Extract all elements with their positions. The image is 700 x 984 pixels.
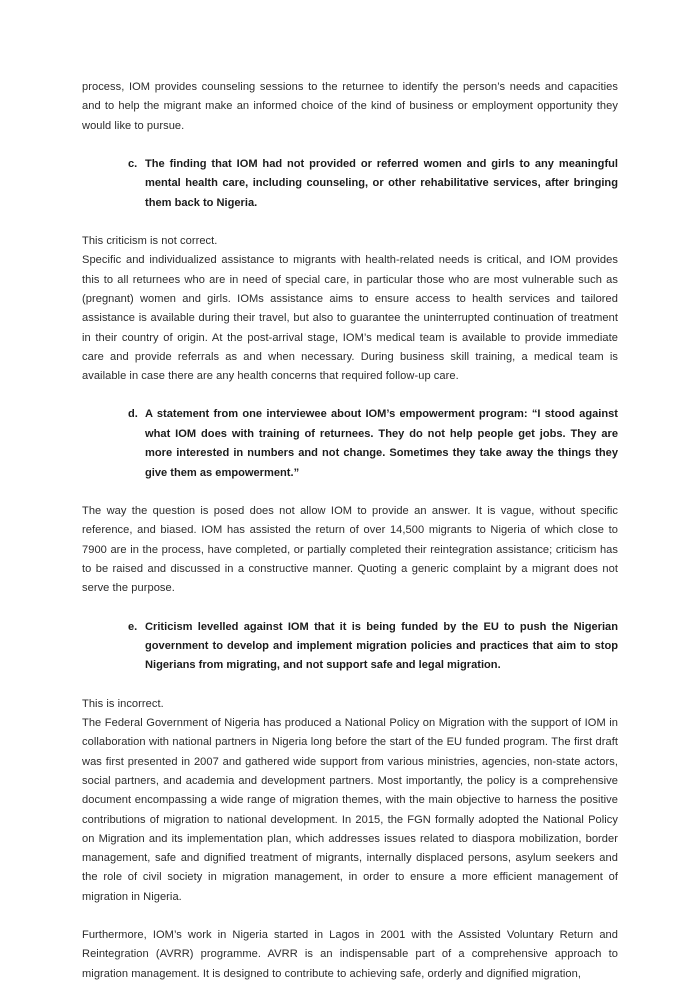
paragraph-spacer bbox=[82, 136, 618, 155]
page-text-column bbox=[82, 78, 618, 984]
response-e-body: The Federal Government of Nigeria has produced a National Policy on Migration with the support of IOM in collaboration with national partners in Nigeria long before the start of the EU funded program. The first draft was first presented in 2007 and gathered wide support from various ministries, agencies, non-state actors, social partners, and academia and development partners. Most importantly, the policy is a comprehensive document encompassing a wide range of migration themes, with the main objective to harness the positive contributions of migration to national development. In 2015, the FGN formally adopted the National Policy on Migration and its implementation plan, which addresses issues related to diaspora mobilization, border management, safe and dignified treatment of migrants, internally displaced persons, asylum seekers and the role of civil society in migration management, in order to ensure a more efficient management of migration in Nigeria. bbox=[82, 717, 618, 903]
closing-paragraph: Furthermore, IOM’s work in Nigeria started in Lagos in 2001 with the Assisted Voluntary Return and Reintegration (AVRR) programme. AVRR is an indispensable part of a comprehensive approach to migration management. It is designed to contribute to achieving safe, orderly and dignified migration, bbox=[82, 929, 618, 980]
lettered-list-c bbox=[82, 155, 618, 213]
paragraph-spacer bbox=[82, 907, 618, 926]
list-item-c-text: The finding that IOM had not provided or referred women and girls to any meaningful mental health care, including counseling, or other rehabilitative services, after bringing them back to Nigeria. bbox=[145, 157, 618, 209]
lettered-list-d bbox=[82, 405, 618, 483]
paragraph-spacer bbox=[82, 676, 618, 695]
list-marker-d: d. bbox=[128, 408, 138, 421]
response-c-lead: This criticism is not correct. bbox=[82, 235, 218, 248]
list-item-e-text: Criticism levelled against IOM that it is being funded by the EU to push the Nigerian government to develop and implement migration policies and practices that aim to stop Nigerians from migrating, and not support safe and legal migration. bbox=[145, 620, 618, 672]
paragraph-spacer bbox=[82, 386, 618, 405]
response-c-body: Specific and individualized assistance to migrants with health-related needs is critical, and IOM provides this to all returnees who are in need of special care, in particular those who are most vulnerable such as (pregnant) women and girls. IOMs assistance aims to ensure access to health services and tailored assistance is available during their travel, but also to guarantee the uninterrupted continuation of treatment in their country of origin. At the post-arrival stage, IOM’s medical team is available to provide immediate care and provide referrals as and when necessary. During business skill training, a medical team is available in case there are any health concerns that required follow-up care. bbox=[82, 254, 618, 383]
intro-paragraph: process, IOM provides counseling sessions to the returnee to identify the person’s needs and capacities and to help the migrant make an informed choice of the kind of business or employment opportunity they would like to pursue. bbox=[82, 81, 618, 132]
paragraph-spacer bbox=[82, 213, 618, 232]
paragraph-spacer bbox=[82, 483, 618, 502]
list-item-d-text: A statement from one interviewee about IOM’s empowerment program: “I stood against what IOM does with training of returnees. They do not help people get jobs. They are more interested in numbers and not change. Sometimes they take away the things they give them as empowerment.” bbox=[145, 408, 618, 479]
response-e-lead: This is incorrect. bbox=[82, 697, 164, 710]
list-item-e bbox=[82, 618, 618, 676]
response-d-body: The way the question is posed does not allow IOM to provide an answer. It is vague, without specific reference, and biased. IOM has assisted the return of over 14,500 migrants to Nigeria of which close to 7900 are in the process, have completed, or partially completed their reintegration assistance; criticism has to be raised and discussed in a constructive manner. Quoting a generic complaint by a migrant does not serve the purpose. bbox=[82, 505, 618, 595]
list-marker-c: c. bbox=[128, 157, 138, 170]
list-item-c bbox=[82, 155, 618, 213]
list-item-d bbox=[82, 405, 618, 483]
lettered-list-e bbox=[82, 618, 618, 676]
paragraph-spacer bbox=[82, 599, 618, 618]
list-marker-e: e. bbox=[128, 620, 138, 633]
